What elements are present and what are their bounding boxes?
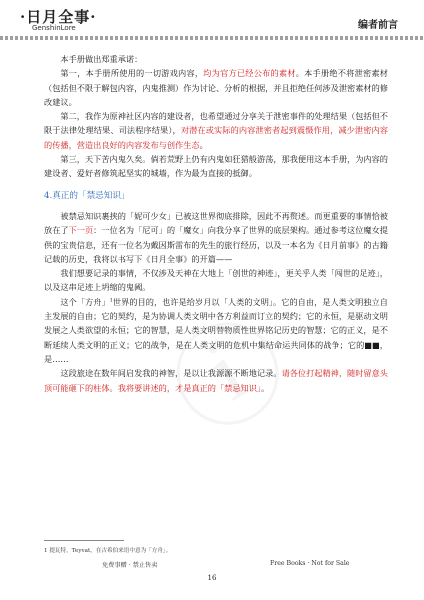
highlight-red: 下一页: [68, 225, 94, 236]
highlight-red: 请各位打起精神，随时留意头顶可能砸下的柱体。我将要讲述的，才是真正的「禁忌知识」: [44, 368, 388, 393]
footer-notice-cn: 免费事赠 · 禁止售卖: [102, 562, 158, 569]
highlight-red: 对潜在或实际的内容泄密者起到震慑作用，减少泄密内容的传播，营造出良好的内容发布与创作生态: [44, 125, 388, 150]
highlight-red: 均为官方已经公布的素材: [203, 68, 296, 79]
header-divider: [0, 36, 424, 40]
intro-paragraph: 本手册做出郑重承诺：: [60, 54, 143, 64]
page-number: 16: [207, 574, 217, 582]
body-text: [44, 52, 388, 395]
page-header: [0, 0, 424, 40]
paragraph-3: 第三，天下苦内鬼久矣。倘若荒野上仍有内鬼如狂猎般游荡，那我便用这本手册，为内容的建设者、爱好者修筑起坚实的城墙，作为最为直接的抵御。: [44, 154, 388, 179]
paragraph-5: 我们想要记录的事情，不仅涉及天神在大地上「创世的神迹」，更关乎人类「闯世的足迹」，以及这串足迹上坍缩的鬼阈。: [44, 268, 388, 293]
paragraph-1: 第一，本手册所使用的一切游戏内容，均为官方已经公布的素材。本手册绝不将泄密素材（包括但不限于解包内容，内鬼推测）作为讨论、分析的根据，并且拒绝任何涉及泄密素材的修改建议。: [44, 68, 388, 107]
logo-subtitle: GenshinLore: [32, 24, 76, 32]
section-title: 编者前言: [358, 20, 398, 31]
paragraph-7: 这段旅途在数年间启发我的神智，是以让我源源不断地记录。请各位打起精神，随时留意头顶可能砸下的柱体。我将要讲述的，才是真正的「禁忌知识」。: [44, 368, 388, 393]
paragraph-6: 这个「方舟」$^1$世界的目的，也许是给岁月以「人类的文明」。它的自由，是人类文明独立自主发展的自由；它的契约，是为协调人类文明中各方利益而订立的契约；它的永恒，是驱动文明发展之人类欲望的永恒；它的智慧，是人类文明替物质性世界铭记历史的智慧；它的正义，是不断延续人类文明的正义；它的战争，是在人类文明的危机中集结命运共同体的战争；它的■■，是……: [44, 296, 388, 364]
footnote: 1 提瓦特，Teyvat，在古希伯来语中意为「方舟」。: [44, 548, 172, 554]
footnote-divider: [44, 540, 124, 541]
logo-title: ·日月全事·: [20, 8, 97, 26]
paragraph-4: 被禁忌知识裹挟的「妮可少女」已被这世界彻底排除，因此不再赘述。而更重要的事情恰被放在了下一页：一位名为「尼可」的「魔女」向我分享了世界的底层架构。通过参考这位魔女提供的宝贵信息，还有一位名为戴因斯雷布的先生的旅行经历，以及一本名为《日月前事》的古籍记载的历史，我将以书写下《日月全事》的开篇——: [44, 210, 388, 264]
logo: [18, 6, 97, 34]
section-heading: 4.真正的「禁忌知识」: [44, 190, 130, 201]
footer-notice-en: Free Books · Not for Sale: [270, 560, 350, 567]
paragraph-2: 第二，我作为原神社区内容的建设者，也希望通过分享关于泄密事件的处理结果（包括但不限于法律处理结果、司法程序结果），对潜在或实际的内容泄密者起到震慑作用，减少泄密内容的传播，营造出良好的内容发布与创作生态。: [44, 111, 388, 150]
footnote-ref[interactable]: 1: [109, 297, 113, 304]
